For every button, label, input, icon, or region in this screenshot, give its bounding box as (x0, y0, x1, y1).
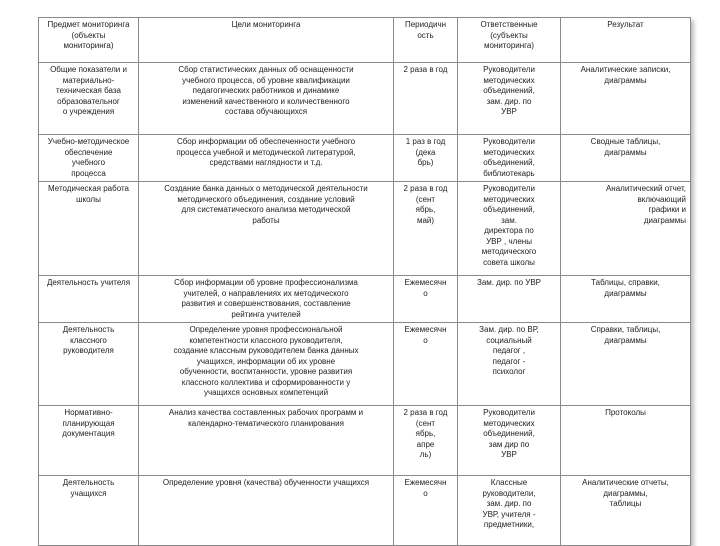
cell-goals: Определение уровня (качества) обученности учащихся (139, 476, 394, 546)
header-result: Результат (561, 18, 691, 63)
cell-responsible: Руководители методических объединений, зам дир по УВР (458, 406, 561, 476)
header-goals: Цели мониторинга (139, 18, 394, 63)
cell-period: 2 раза в год (сент ябрь, май) (394, 182, 458, 276)
table-header-row (39, 18, 691, 63)
cell-result: Справки, таблицы, диаграммы (561, 323, 691, 406)
header-responsible: Ответственные (субъекты мониторинга) (458, 18, 561, 63)
cell-subject: Нормативно- планирующая документация (39, 406, 139, 476)
cell-goals: Создание банка данных о методической деятельности методического объединения, создание условий для систематического анализа методической работы (139, 182, 394, 276)
cell-responsible: Зам. дир. по ВР, социальный педагог , педагог - психолог (458, 323, 561, 406)
cell-responsible: Классные руководители, зам. дир. по УВР, учителя - предметники, (458, 476, 561, 546)
cell-subject: Деятельность классного руководителя (39, 323, 139, 406)
table-row (39, 276, 691, 323)
cell-result: Таблицы, справки, диаграммы (561, 276, 691, 323)
cell-period: 2 раза в год (394, 63, 458, 135)
cell-goals: Сбор информации об обеспеченности учебного процесса учебной и методической литературой, средствами наглядности и т.д. (139, 135, 394, 182)
cell-subject: Общие показатели и материально- техническая база образовательног о учреждения (39, 63, 139, 135)
table-row (39, 476, 691, 546)
cell-period: Ежемесячн о (394, 476, 458, 546)
table-row (39, 323, 691, 406)
cell-period: Ежемесячн о (394, 276, 458, 323)
cell-result: Аналитические отчеты, диаграммы, таблицы (561, 476, 691, 546)
cell-result: Сводные таблицы, диаграммы (561, 135, 691, 182)
cell-goals: Анализ качества составленных рабочих программ и календарно-тематического планирования (139, 406, 394, 476)
header-subject: Предмет мониторинга (объекты мониторинга) (39, 18, 139, 63)
cell-responsible: Зам. дир. по УВР (458, 276, 561, 323)
table-row (39, 182, 691, 276)
cell-result: Аналитический отчет, включающий графики и диаграммы (561, 182, 691, 276)
cell-subject: Деятельность учителя (39, 276, 139, 323)
cell-period: Ежемесячн о (394, 323, 458, 406)
cell-subject: Учебно-методическое обеспечение учебного процесса (39, 135, 139, 182)
table-row (39, 63, 691, 135)
monitoring-table (38, 17, 691, 546)
cell-subject: Деятельность учащихся (39, 476, 139, 546)
header-period: Периодичн ость (394, 18, 458, 63)
cell-period: 2 раза в год (сент ябрь, апре ль) (394, 406, 458, 476)
cell-subject: Методическая работа школы (39, 182, 139, 276)
cell-period: 1 раз в год (дека брь) (394, 135, 458, 182)
cell-goals: Сбор информации об уровне профессионализма учителей, о направлениях их методического развития и совершенствования, составление рейтинга учителей (139, 276, 394, 323)
cell-goals: Определение уровня профессиональной компетентности классного руководителя, создание классным руководителем банка данных учащихся, информации об их уровне обученности, воспитанности, уровне развития классного коллектива и сформированности у учащихся основных компетенций (139, 323, 394, 406)
cell-responsible: Руководители методических объединений, зам. дир. по УВР (458, 63, 561, 135)
cell-result: Аналитические записки, диаграммы (561, 63, 691, 135)
cell-result: Протоколы (561, 406, 691, 476)
table-row (39, 135, 691, 182)
cell-responsible: Руководители методических объединений, библиотекарь (458, 135, 561, 182)
cell-goals: Сбор статистических данных об оснащенности учебного процесса, об уровне квалификации педагогических работников и динамике изменений качественного и количественного состава обучающихся (139, 63, 394, 135)
table-row (39, 406, 691, 476)
cell-responsible: Руководители методических объединений, зам. директора по УВР , члены методического совета школы (458, 182, 561, 276)
